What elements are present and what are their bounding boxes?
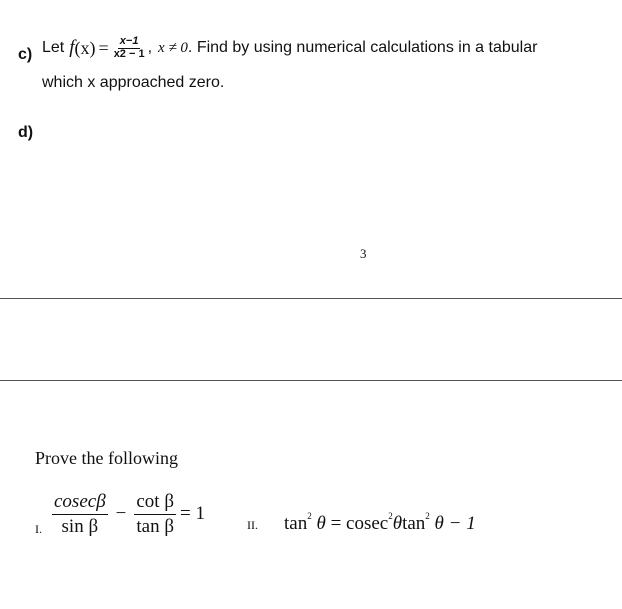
part-c-statement [42,36,537,60]
identity-2-tail: θ − 1 [434,513,476,534]
fraction-1-numerator: cosecβ [54,491,106,512]
function-name: f [69,37,75,59]
function-fraction [112,36,147,60]
instruction-line-2: which x approached zero. [42,74,225,91]
identity-1 [52,492,205,537]
page-divider-top [0,298,622,299]
instruction-line-1: . Find by using numerical calculations in a tabular [187,39,538,57]
part-d-label: d) [18,124,34,141]
fraction-2-numerator: cot β [134,492,176,515]
page-number: 3 [360,246,367,261]
page-divider-bottom [0,380,622,381]
identity-2-exp-1: 2 [307,511,312,521]
equals-sign: = [98,37,109,58]
identity-2-exp-2: 2 [388,511,393,521]
part-c-label: c) [18,46,33,63]
fraction-1-denominator: sin β [61,515,99,537]
identity-2 [284,513,476,535]
identity-2-theta-1: θ [316,513,326,534]
prove-heading: Prove the following [35,448,178,468]
identity-2-theta-2: θ [392,513,403,534]
function-arg: (x) [74,37,96,58]
identity-1-rhs: = 1 [180,503,205,525]
let-word: Let [42,39,65,57]
fraction-denominator: x2 − 1 [113,47,145,60]
identity-1-fraction-2 [134,492,176,537]
item-1-numeral: I. [35,522,42,536]
fraction-2-denominator: tan β [136,515,175,537]
identity-2-cosec: = cosec [325,513,389,534]
domain-condition: x ≠ 0 [158,39,188,56]
identity-2-tan: tan [284,513,308,534]
fraction-numerator: x−1 [119,35,139,47]
item-2-numeral: II. [247,518,258,532]
minus-sign: − [115,503,127,525]
comma: , [147,39,153,57]
identity-1-fraction-1 [52,492,108,537]
identity-2-tan-2: tan [402,513,426,534]
identity-2-exp-3: 2 [425,511,430,521]
